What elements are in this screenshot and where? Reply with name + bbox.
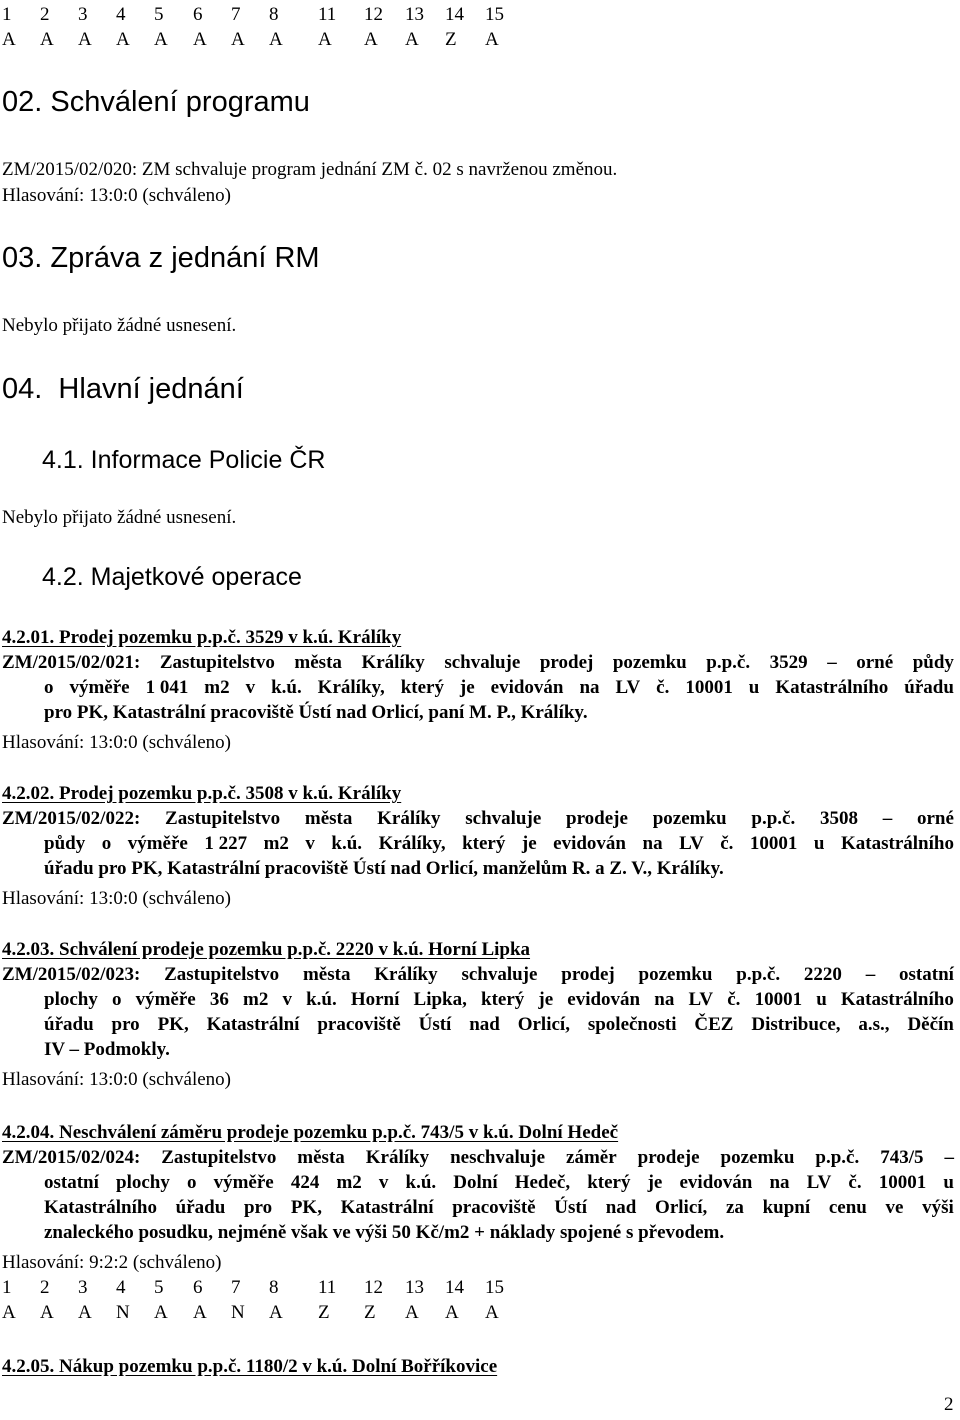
word: 743/5 [880,1147,924,1168]
word: č. [720,833,734,854]
page-number: 2 [944,1394,954,1415]
word: ZM/2015/02/021: [2,652,141,673]
vote-member-result: A [364,29,378,50]
word: je [521,833,537,854]
bottom-vote-grid [0,1277,520,1327]
item-title-4-2-03: 4.2.03. Schválení prodeje pozemku p.p.č. 2220 v k.ú. Horní Lipka [2,939,531,960]
vote-021: Hlasování: 13:0:0 (schváleno) [2,732,232,753]
vote-member-result: A [269,1302,283,1323]
word: ostatní [44,1172,99,1193]
resolution-024 [2,1145,954,1245]
resolution-023-line1 [2,962,954,987]
word: Zastupitelstvo [159,652,275,673]
note-03: Nebylo přijato žádné usnesení. [2,315,237,336]
vote-member-result: Z [364,1302,376,1323]
word: města [304,808,353,829]
vote-member-result: Z [318,1302,330,1323]
vote-member-number: 4 [116,4,126,25]
word: LV [679,833,704,854]
resolution-022-line2 [2,831,954,856]
word: výměře [69,677,130,698]
vote-member-number: 12 [364,1277,383,1298]
word: evidován [490,677,564,698]
resolution-022 [2,806,954,881]
vote-member-number: 4 [116,1277,126,1298]
vote-member-number: 8 [269,1277,279,1298]
word: na [579,677,600,698]
word: u [813,833,825,854]
word: Zastupitelstvo [165,808,281,829]
word: PK, [157,1014,189,1035]
vote-member-number: 13 [405,1277,424,1298]
word: ostatní [899,964,954,985]
word: záměr [566,1147,617,1168]
word: Králíky [365,1147,430,1168]
word: 3529 [769,652,808,673]
resolution-021-line3: pro PK, Katastrální pracoviště Ústí nad Orlicí, paní M. P., Králíky. [44,702,588,723]
vote-member-result: N [116,1302,130,1323]
vote-member-number: 2 [40,1277,50,1298]
word: města [294,652,342,673]
vote-member-result: A [318,29,332,50]
word: Katastrálního [44,1197,157,1218]
word: úřadu [44,1014,94,1035]
word: ZM/2015/02/023: [2,964,141,985]
word: půdy [912,652,954,673]
word: plochy [44,989,98,1010]
word: Katastrální [206,1014,300,1035]
vote-member-number: 14 [445,1277,464,1298]
word: Horní [350,989,400,1010]
word: Ústí [418,1014,452,1035]
resolution-022-line3: úřadu pro PK, Katastrální pracoviště Ústí nad Orlicí, manželům R. a Z. V., Králíky. [44,858,724,879]
word: – [882,808,893,829]
word: Králíky [374,964,438,985]
word: půdy [44,833,86,854]
word: Děčín [907,1014,954,1035]
word: je [538,989,554,1010]
word: který [462,833,506,854]
vote-member-result: A [269,29,283,50]
word: prodeje [566,808,628,829]
word: společnosti [587,1014,677,1035]
word: k.ú. [271,677,302,698]
vote-member-number: 11 [318,4,337,25]
word: orné [917,808,954,829]
section-heading-04-text: 04. Hlavní jednání [2,373,244,405]
word: p.p.č. [736,964,781,985]
vote-022: Hlasování: 13:0:0 (schváleno) [2,888,232,909]
word: č. [656,677,670,698]
vote-023: Hlasování: 13:0:0 (schváleno) [2,1069,232,1090]
word: pozemku [612,652,687,673]
vote-member-result: A [231,29,245,50]
word: u [816,989,827,1010]
word: Zastupitelstvo [164,964,280,985]
word: 36 [209,989,229,1010]
vote-member-number: 12 [364,4,383,25]
vote-member-number: 13 [405,4,424,25]
word: 10001 [749,833,798,854]
word: u [943,1172,954,1193]
word: LV [806,1172,832,1193]
word: LV [688,989,714,1010]
vote-member-number: 8 [269,4,279,25]
item-title-4-2-05: 4.2.05. Nákup pozemku p.p.č. 1180/2 v k.ú. Dolní Bořříkovice [2,1356,498,1377]
word: Lipka, [413,989,467,1010]
vote-member-result: A [154,29,168,50]
word: v [305,833,315,854]
resolution-021-line1 [2,650,954,675]
word: v [245,677,256,698]
word: cenu [828,1197,867,1218]
word: m2 [204,677,230,698]
vote-member-number: 5 [154,1277,164,1298]
resolution-024-line2 [2,1170,954,1195]
resolution-023 [2,962,954,1062]
word: č. [727,989,741,1010]
vote-member-number: 11 [318,1277,337,1298]
word: pozemku [638,964,713,985]
word: výši [922,1197,954,1218]
section-heading-02: 02. Schválení programu [2,86,310,118]
word: 2220 [803,964,842,985]
word: Králíky [361,652,425,673]
word: Orlicí, [517,1014,570,1035]
word: který [400,677,444,698]
vote-member-number: 1 [2,1277,12,1298]
resolution-023-line2 [2,987,954,1012]
vote-member-result: A [485,29,499,50]
word: města [297,1147,345,1168]
word: pracoviště [452,1197,536,1218]
word: neschvaluje [450,1147,546,1168]
vote-member-number: 1 [2,4,12,25]
vote-024: Hlasování: 9:2:2 (schváleno) [2,1252,222,1273]
word: Katastrální [340,1197,434,1218]
item-title-4-2-04: 4.2.04. Neschválení záměru prodeje pozemku p.p.č. 743/5 v k.ú. Dolní Hedeč [2,1122,619,1143]
word: 1 227 [204,833,248,854]
word: výměře [135,989,196,1010]
word: plochy [116,1172,170,1193]
vote-member-result: A [445,1302,459,1323]
vote-member-result: A [40,29,54,50]
word: pro [243,1197,273,1218]
word: 10001 [685,677,733,698]
resolution-023-line4: IV – Podmokly. [44,1039,170,1060]
word: ZM/2015/02/022: [2,808,141,829]
resolution-021-line2 [2,675,954,700]
vote-member-result: N [231,1302,245,1323]
resolution-024-line3 [2,1195,954,1220]
word: o [111,989,122,1010]
word: Katastrálního [840,989,954,1010]
word: 1 041 [145,677,189,698]
section-heading-4-2: 4.2. Majetkové operace [42,563,302,591]
vote-member-result: A [2,1302,16,1323]
vote-member-number: 6 [193,4,203,25]
word: nad [605,1197,637,1218]
section-heading-03: 03. Zpráva z jednání RM [2,242,320,274]
word: pozemku [720,1147,795,1168]
word: pracoviště [317,1014,401,1035]
word: pozemku [652,808,727,829]
word: prodeje [637,1147,700,1168]
word: výměře [127,833,188,854]
word: ZM/2015/02/024: [2,1147,141,1168]
vote-member-result: A [116,29,130,50]
word: pro [111,1014,140,1035]
word: na [769,1172,790,1193]
vote-member-result: A [405,1302,419,1323]
word: úřadu [904,677,954,698]
word: – [865,964,876,985]
word: Ústí [554,1197,588,1218]
word: 424 [290,1172,320,1193]
vote-member-number: 3 [78,4,88,25]
vote-member-result: A [485,1302,499,1323]
word: – [944,1147,954,1168]
word: Králíky, [378,833,446,854]
vote-member-result: Z [445,29,457,50]
resolution-022-line1 [2,806,954,831]
word: schvaluje [465,808,542,829]
word: ve [885,1197,904,1218]
vote-member-number: 6 [193,1277,203,1298]
word: a.s., [858,1014,890,1035]
resolution-024-line1 [2,1145,954,1170]
vote-member-number: 15 [485,4,504,25]
word: – [827,652,837,673]
word: který [481,989,525,1010]
vote-member-number: 3 [78,1277,88,1298]
word: Králíky, [317,677,385,698]
word: nad [469,1014,500,1035]
resolution-021 [2,650,954,725]
resolution-020: ZM/2015/02/020: ZM schvaluje program jednání ZM č. 02 s navrženou změnou. [2,159,618,180]
word: je [647,1172,663,1193]
note-4-1: Nebylo přijato žádné usnesení. [2,507,237,528]
word: k.ú. [306,989,337,1010]
word: PK, [290,1197,322,1218]
vote-member-result: A [2,29,16,50]
vote-member-number: 7 [231,1277,241,1298]
word: evidován [553,833,626,854]
word: v [282,989,292,1010]
word: LV [615,677,641,698]
word: výměře [213,1172,274,1193]
section-heading-4-1: 4.1. Informace Policie ČR [42,446,326,474]
vote-member-result: A [154,1302,168,1323]
vote-member-result: A [193,29,207,50]
item-title-4-2-02: 4.2.02. Prodej pozemku p.p.č. 3508 v k.ú. Králíky [2,783,402,804]
word: 3508 [819,808,858,829]
word: v [378,1172,389,1193]
resolution-023-line3 [2,1012,954,1037]
word: ČEZ [694,1014,734,1035]
word: p.p.č. [751,808,796,829]
vote-member-result: A [40,1302,54,1323]
word: o [44,677,54,698]
word: města [302,964,351,985]
vote-member-result: A [78,1302,92,1323]
word: u [748,677,760,698]
vote-020: Hlasování: 13:0:0 (schváleno) [2,185,232,206]
vote-member-number: 15 [485,1277,504,1298]
word: který [587,1172,631,1193]
word: kupní [762,1197,811,1218]
section-heading-04 [2,375,244,404]
word: na [654,989,675,1010]
vote-member-number: 14 [445,4,464,25]
word: prodej [539,652,594,673]
vote-member-number: 2 [40,4,50,25]
vote-member-result: A [193,1302,207,1323]
top-vote-grid [0,4,520,54]
word: m2 [263,833,289,854]
word: k.ú. [405,1172,437,1193]
word: Orlicí, [655,1197,708,1218]
word: prodej [561,964,615,985]
word: Distribuce, [751,1014,841,1035]
resolution-024-line4: znaleckého posudku, nejméně však ve výši 50 Kč/m2 + náklady spojené s převodem. [44,1222,725,1243]
word: m2 [336,1172,362,1193]
word: 10001 [754,989,803,1010]
word: m2 [243,989,269,1010]
word: Katastrálního [775,677,889,698]
word: k.ú. [331,833,363,854]
word: evidován [567,989,641,1010]
word: Dolní [453,1172,498,1193]
word: Hedeč, [514,1172,571,1193]
vote-member-number: 7 [231,4,241,25]
word: je [459,677,475,698]
word: úřadu [175,1197,226,1218]
word: evidován [679,1172,753,1193]
word: za [725,1197,744,1218]
vote-member-result: A [78,29,92,50]
word: 10001 [878,1172,927,1193]
word: o [186,1172,197,1193]
item-title-4-2-01: 4.2.01. Prodej pozemku p.p.č. 3529 v k.ú. Králíky [2,627,402,648]
word: na [642,833,663,854]
word: orné [856,652,894,673]
vote-member-number: 5 [154,4,164,25]
word: o [101,833,112,854]
word: Králíky [377,808,441,829]
word: Katastrálního [841,833,954,854]
word: schvaluje [444,652,521,673]
word: č. [848,1172,862,1193]
word: schvaluje [461,964,538,985]
word: p.p.č. [706,652,751,673]
word: p.p.č. [815,1147,860,1168]
word: Zastupitelstvo [161,1147,277,1168]
vote-member-result: A [405,29,419,50]
